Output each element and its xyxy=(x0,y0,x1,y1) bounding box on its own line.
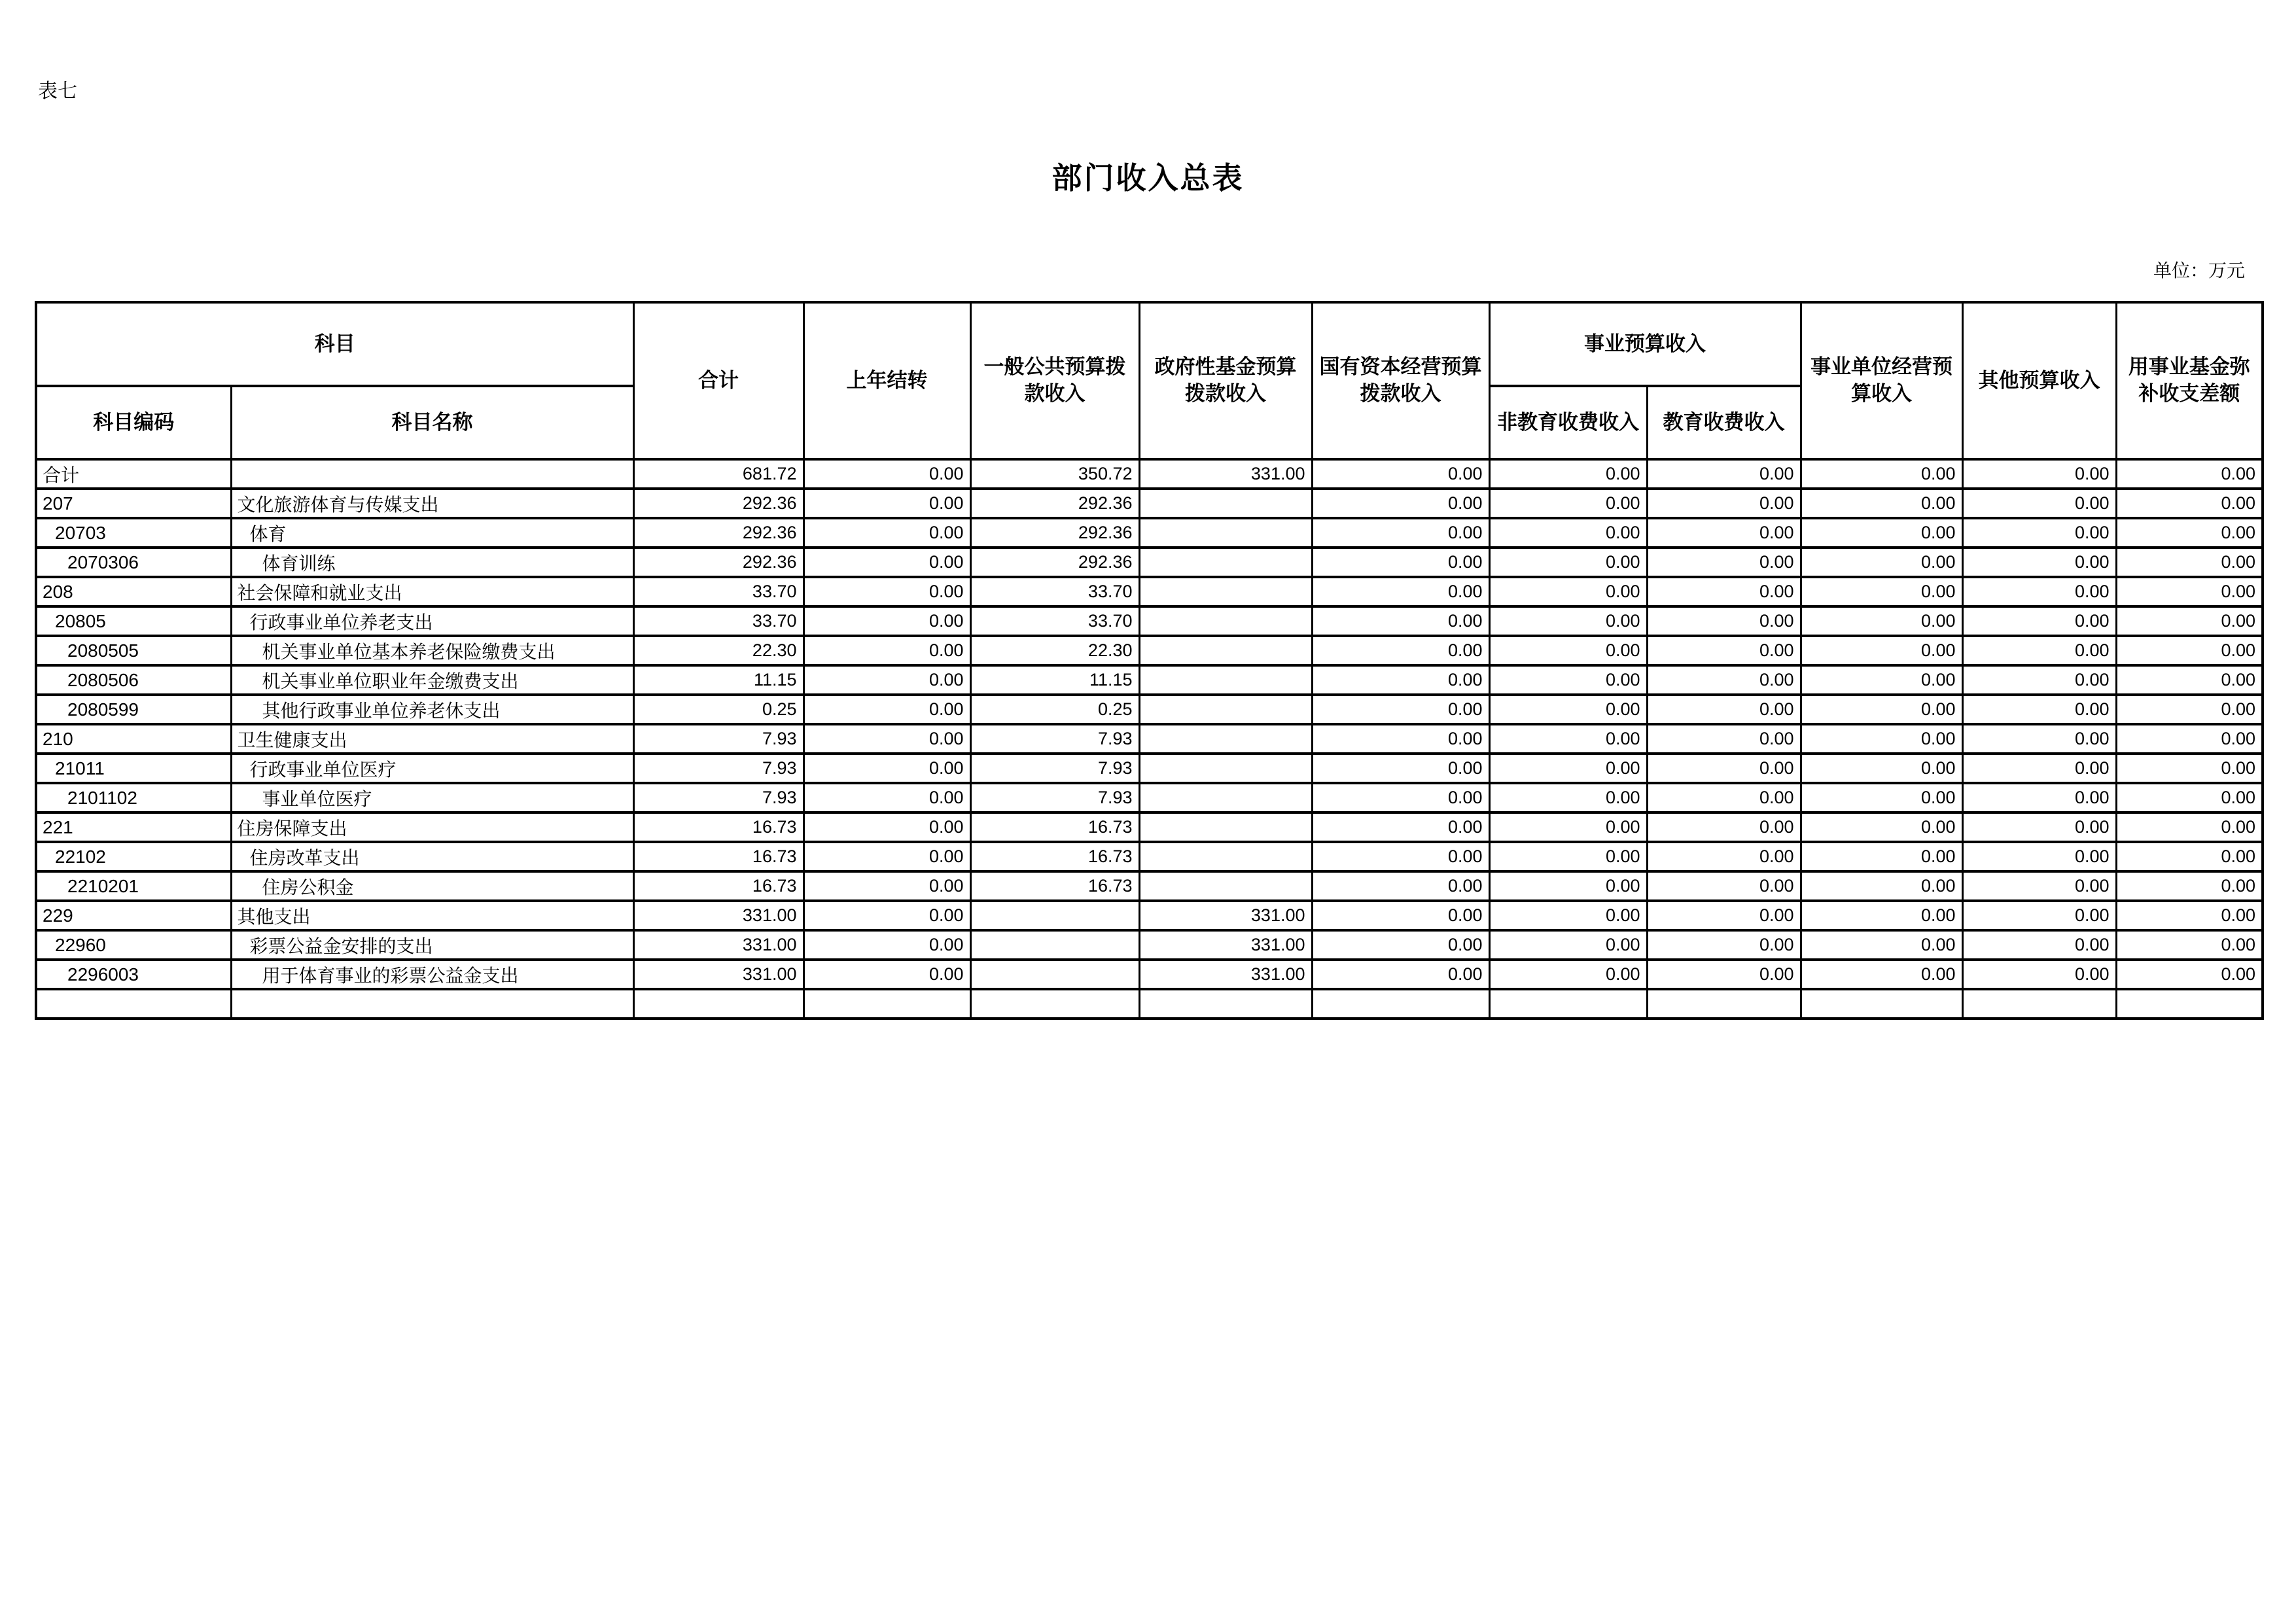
table-row xyxy=(36,665,2263,695)
cell-value: 0.00 xyxy=(1962,812,2116,842)
cell-value: 0.00 xyxy=(1489,871,1647,901)
cell-value: 0.00 xyxy=(804,489,970,518)
table-row xyxy=(36,901,2263,930)
cell-subject-code: 229 xyxy=(36,901,231,930)
col-header-fund-subsidy-balance: 用事业基金弥补收支差额 xyxy=(2116,302,2263,459)
cell-value: 0.00 xyxy=(2116,665,2263,695)
cell-value: 0.00 xyxy=(1647,901,1801,930)
cell-value xyxy=(1139,989,1312,1019)
cell-value: 0.00 xyxy=(1962,783,2116,812)
cell-value: 0.00 xyxy=(1647,518,1801,548)
cell-value: 0.00 xyxy=(1647,960,1801,989)
cell-value: 681.72 xyxy=(633,459,804,489)
cell-value xyxy=(1139,695,1312,724)
cell-subject-name: 体育训练 xyxy=(231,548,633,577)
table-row xyxy=(36,871,2263,901)
cell-value: 0.00 xyxy=(804,577,970,606)
cell-value: 0.00 xyxy=(2116,548,2263,577)
cell-value xyxy=(1312,989,1489,1019)
cell-value: 0.00 xyxy=(804,871,970,901)
cell-value: 0.00 xyxy=(2116,812,2263,842)
cell-value xyxy=(1139,606,1312,636)
cell-value: 0.00 xyxy=(1312,871,1489,901)
cell-value: 0.00 xyxy=(1312,812,1489,842)
cell-value: 0.00 xyxy=(2116,783,2263,812)
col-header-general-public-budget: 一般公共预算拨款收入 xyxy=(970,302,1139,459)
table-row xyxy=(36,842,2263,871)
cell-value: 0.00 xyxy=(1647,754,1801,783)
cell-value: 16.73 xyxy=(633,812,804,842)
cell-value: 0.00 xyxy=(1801,518,1962,548)
cell-value: 33.70 xyxy=(633,577,804,606)
table-row xyxy=(36,930,2263,960)
cell-value: 0.00 xyxy=(1647,930,1801,960)
cell-value: 0.00 xyxy=(1312,665,1489,695)
col-header-subject-code: 科目编码 xyxy=(36,386,231,459)
table-row xyxy=(36,989,2263,1019)
cell-subject-name: 其他行政事业单位养老休支出 xyxy=(231,695,633,724)
col-header-state-capital-budget: 国有资本经营预算拨款收入 xyxy=(1312,302,1489,459)
cell-value: 0.00 xyxy=(1801,606,1962,636)
cell-value: 0.00 xyxy=(1962,930,2116,960)
cell-value: 0.00 xyxy=(1489,842,1647,871)
cell-value: 0.00 xyxy=(804,842,970,871)
cell-subject-name: 其他支出 xyxy=(231,901,633,930)
cell-value xyxy=(804,989,970,1019)
cell-value: 0.00 xyxy=(2116,489,2263,518)
cell-value: 0.00 xyxy=(2116,960,2263,989)
cell-value: 0.00 xyxy=(2116,577,2263,606)
cell-value: 11.15 xyxy=(970,665,1139,695)
cell-value: 0.00 xyxy=(1312,901,1489,930)
cell-value xyxy=(1647,989,1801,1019)
cell-value: 16.73 xyxy=(633,871,804,901)
cell-subject-name: 体育 xyxy=(231,518,633,548)
col-header-business-unit-operation: 事业单位经营预算收入 xyxy=(1801,302,1962,459)
table-row xyxy=(36,518,2263,548)
cell-subject-name: 行政事业单位养老支出 xyxy=(231,606,633,636)
cell-subject-code: 合计 xyxy=(36,459,231,489)
cell-value: 0.00 xyxy=(1489,518,1647,548)
cell-value: 0.00 xyxy=(1801,960,1962,989)
table-row xyxy=(36,459,2263,489)
cell-value: 0.00 xyxy=(1312,842,1489,871)
cell-value: 0.00 xyxy=(1312,754,1489,783)
cell-value: 0.00 xyxy=(1312,636,1489,665)
cell-value: 0.00 xyxy=(804,724,970,754)
cell-subject-code: 2080599 xyxy=(36,695,231,724)
cell-subject-name: 行政事业单位医疗 xyxy=(231,754,633,783)
cell-value: 0.00 xyxy=(1647,577,1801,606)
cell-value xyxy=(1139,518,1312,548)
cell-value: 0.00 xyxy=(2116,724,2263,754)
cell-value: 0.00 xyxy=(1312,606,1489,636)
cell-value: 0.00 xyxy=(1962,754,2116,783)
col-header-business-budget-income: 事业预算收入 xyxy=(1489,302,1801,386)
cell-value: 0.00 xyxy=(1801,695,1962,724)
cell-value: 33.70 xyxy=(970,577,1139,606)
table-row xyxy=(36,783,2263,812)
cell-value: 0.00 xyxy=(1801,489,1962,518)
cell-value: 0.00 xyxy=(1489,548,1647,577)
cell-value: 0.00 xyxy=(804,548,970,577)
header-row-1 xyxy=(36,302,2263,386)
col-header-total: 合计 xyxy=(633,302,804,459)
cell-value xyxy=(2116,989,2263,1019)
table-row xyxy=(36,960,2263,989)
cell-value: 331.00 xyxy=(1139,930,1312,960)
table-header xyxy=(36,302,2263,459)
cell-value: 0.00 xyxy=(1647,871,1801,901)
cell-value: 0.00 xyxy=(1647,695,1801,724)
cell-value: 0.00 xyxy=(1489,901,1647,930)
cell-value: 0.00 xyxy=(1489,636,1647,665)
cell-value: 0.00 xyxy=(804,459,970,489)
cell-subject-name: 机关事业单位基本养老保险缴费支出 xyxy=(231,636,633,665)
cell-value: 0.00 xyxy=(804,901,970,930)
cell-value: 0.00 xyxy=(1962,459,2116,489)
cell-value: 0.00 xyxy=(1489,960,1647,989)
col-header-govt-fund-budget: 政府性基金预算拨款收入 xyxy=(1139,302,1312,459)
cell-value: 331.00 xyxy=(633,960,804,989)
col-header-non-education-fee: 非教育收费收入 xyxy=(1489,386,1647,459)
cell-value: 292.36 xyxy=(970,548,1139,577)
cell-subject-name: 住房公积金 xyxy=(231,871,633,901)
cell-value xyxy=(633,989,804,1019)
table-row xyxy=(36,606,2263,636)
cell-value: 0.00 xyxy=(1962,518,2116,548)
cell-value: 0.00 xyxy=(1312,518,1489,548)
table-row xyxy=(36,754,2263,783)
cell-value: 7.93 xyxy=(970,754,1139,783)
cell-subject-code: 2080505 xyxy=(36,636,231,665)
cell-value: 292.36 xyxy=(633,548,804,577)
cell-value: 0.25 xyxy=(970,695,1139,724)
cell-value: 7.93 xyxy=(970,783,1139,812)
cell-value xyxy=(1139,842,1312,871)
cell-subject-name: 文化旅游体育与传媒支出 xyxy=(231,489,633,518)
cell-value: 0.00 xyxy=(1489,489,1647,518)
cell-subject-code: 221 xyxy=(36,812,231,842)
cell-subject-name: 社会保障和就业支出 xyxy=(231,577,633,606)
cell-value xyxy=(1962,989,2116,1019)
table-body xyxy=(36,459,2263,1019)
page-title: 部门收入总表 xyxy=(1051,162,1245,195)
cell-value: 0.00 xyxy=(1962,577,2116,606)
col-header-subject-name: 科目名称 xyxy=(231,386,633,459)
cell-value: 0.00 xyxy=(1962,842,2116,871)
cell-value: 0.00 xyxy=(1312,695,1489,724)
cell-value: 0.00 xyxy=(1312,724,1489,754)
cell-value: 0.00 xyxy=(804,960,970,989)
cell-value: 16.73 xyxy=(970,812,1139,842)
cell-value: 0.00 xyxy=(804,783,970,812)
cell-value: 7.93 xyxy=(633,724,804,754)
cell-subject-name: 住房保障支出 xyxy=(231,812,633,842)
cell-value: 0.00 xyxy=(1647,548,1801,577)
cell-value: 0.00 xyxy=(1647,665,1801,695)
cell-subject-code: 21011 xyxy=(36,754,231,783)
cell-value: 0.00 xyxy=(804,812,970,842)
cell-value: 0.00 xyxy=(1312,783,1489,812)
cell-subject-name: 机关事业单位职业年金缴费支出 xyxy=(231,665,633,695)
cell-value: 0.00 xyxy=(1312,930,1489,960)
cell-value: 0.00 xyxy=(1489,606,1647,636)
cell-value xyxy=(1801,989,1962,1019)
cell-value xyxy=(1139,871,1312,901)
cell-value xyxy=(1139,724,1312,754)
cell-value: 0.00 xyxy=(1962,695,2116,724)
cell-value: 0.00 xyxy=(804,518,970,548)
cell-value: 0.00 xyxy=(1647,636,1801,665)
cell-value: 0.00 xyxy=(1489,930,1647,960)
cell-value xyxy=(1139,577,1312,606)
cell-value: 0.00 xyxy=(1489,783,1647,812)
cell-value xyxy=(1139,665,1312,695)
table-number-label: 表七 xyxy=(38,80,77,102)
cell-value: 0.00 xyxy=(1647,842,1801,871)
cell-subject-code: 22102 xyxy=(36,842,231,871)
cell-subject-code: 22960 xyxy=(36,930,231,960)
cell-value xyxy=(970,901,1139,930)
cell-value: 0.00 xyxy=(1801,812,1962,842)
col-header-prev-year-carryover: 上年结转 xyxy=(804,302,970,459)
cell-value xyxy=(970,960,1139,989)
cell-subject-code: 210 xyxy=(36,724,231,754)
cell-value: 33.70 xyxy=(633,606,804,636)
cell-value: 0.00 xyxy=(804,754,970,783)
cell-subject-name xyxy=(231,989,633,1019)
cell-value: 11.15 xyxy=(633,665,804,695)
cell-subject-code: 208 xyxy=(36,577,231,606)
cell-value xyxy=(1139,548,1312,577)
cell-value: 0.00 xyxy=(1647,812,1801,842)
cell-value: 0.00 xyxy=(1489,695,1647,724)
cell-subject-name: 事业单位医疗 xyxy=(231,783,633,812)
cell-value: 0.00 xyxy=(804,606,970,636)
table-row xyxy=(36,489,2263,518)
cell-value: 0.00 xyxy=(2116,871,2263,901)
cell-value: 292.36 xyxy=(970,489,1139,518)
cell-value: 0.00 xyxy=(1962,724,2116,754)
table-row xyxy=(36,577,2263,606)
cell-value: 7.93 xyxy=(633,783,804,812)
table-row xyxy=(36,812,2263,842)
cell-value: 331.00 xyxy=(633,930,804,960)
cell-value: 0.00 xyxy=(1801,665,1962,695)
cell-value: 0.00 xyxy=(2116,695,2263,724)
cell-value: 331.00 xyxy=(1139,960,1312,989)
col-header-subject: 科目 xyxy=(36,302,633,386)
col-header-education-fee: 教育收费收入 xyxy=(1647,386,1801,459)
income-summary-table xyxy=(35,301,2264,1020)
cell-value: 0.00 xyxy=(1962,960,2116,989)
cell-value: 0.00 xyxy=(2116,901,2263,930)
cell-value: 0.00 xyxy=(1801,636,1962,665)
cell-value: 0.00 xyxy=(1801,842,1962,871)
cell-value xyxy=(970,989,1139,1019)
cell-value: 0.00 xyxy=(1489,577,1647,606)
cell-value: 0.00 xyxy=(1962,665,2116,695)
cell-value: 0.00 xyxy=(1647,459,1801,489)
table-row xyxy=(36,636,2263,665)
cell-value: 0.00 xyxy=(1647,783,1801,812)
cell-subject-code: 20805 xyxy=(36,606,231,636)
cell-value xyxy=(1139,812,1312,842)
cell-value: 0.00 xyxy=(1962,871,2116,901)
cell-value: 0.00 xyxy=(1801,724,1962,754)
cell-value: 0.00 xyxy=(2116,636,2263,665)
cell-value: 16.73 xyxy=(970,871,1139,901)
cell-value: 350.72 xyxy=(970,459,1139,489)
cell-subject-code: 2210201 xyxy=(36,871,231,901)
cell-subject-name: 彩票公益金安排的支出 xyxy=(231,930,633,960)
cell-value: 0.00 xyxy=(2116,842,2263,871)
cell-value: 22.30 xyxy=(633,636,804,665)
cell-value: 0.00 xyxy=(1312,489,1489,518)
cell-value: 0.00 xyxy=(1312,548,1489,577)
cell-value: 0.00 xyxy=(1801,871,1962,901)
cell-value xyxy=(1139,754,1312,783)
cell-value xyxy=(1139,636,1312,665)
cell-value: 331.00 xyxy=(1139,459,1312,489)
cell-value: 0.00 xyxy=(804,695,970,724)
cell-value: 7.93 xyxy=(633,754,804,783)
cell-value: 0.00 xyxy=(1801,783,1962,812)
cell-value xyxy=(1139,783,1312,812)
table-row xyxy=(36,724,2263,754)
cell-value: 292.36 xyxy=(633,518,804,548)
cell-subject-code: 207 xyxy=(36,489,231,518)
cell-value: 0.00 xyxy=(2116,606,2263,636)
cell-value xyxy=(1489,989,1647,1019)
cell-value: 331.00 xyxy=(633,901,804,930)
cell-subject-code: 2080506 xyxy=(36,665,231,695)
cell-value: 0.00 xyxy=(1312,960,1489,989)
cell-subject-code: 2070306 xyxy=(36,548,231,577)
cell-value: 33.70 xyxy=(970,606,1139,636)
cell-subject-code: 2101102 xyxy=(36,783,231,812)
cell-value: 0.00 xyxy=(2116,459,2263,489)
cell-value: 0.00 xyxy=(1801,754,1962,783)
cell-subject-code xyxy=(36,989,231,1019)
cell-value: 0.00 xyxy=(1647,724,1801,754)
cell-value: 0.00 xyxy=(804,636,970,665)
cell-value: 0.00 xyxy=(1962,548,2116,577)
cell-value: 0.00 xyxy=(1489,812,1647,842)
cell-subject-name xyxy=(231,459,633,489)
table-row xyxy=(36,695,2263,724)
cell-value xyxy=(1139,489,1312,518)
cell-subject-name: 住房改革支出 xyxy=(231,842,633,871)
cell-value: 0.00 xyxy=(1647,489,1801,518)
cell-value: 0.00 xyxy=(1801,548,1962,577)
cell-value: 16.73 xyxy=(970,842,1139,871)
cell-value: 0.00 xyxy=(1312,577,1489,606)
cell-subject-code: 20703 xyxy=(36,518,231,548)
cell-value: 0.00 xyxy=(1489,754,1647,783)
cell-value: 0.00 xyxy=(804,930,970,960)
cell-value: 0.00 xyxy=(804,665,970,695)
cell-value: 0.00 xyxy=(1801,577,1962,606)
cell-value: 0.00 xyxy=(1312,459,1489,489)
table-row xyxy=(36,548,2263,577)
cell-value: 16.73 xyxy=(633,842,804,871)
unit-note: 单位：万元 xyxy=(2153,261,2245,281)
cell-value: 331.00 xyxy=(1139,901,1312,930)
cell-value: 0.25 xyxy=(633,695,804,724)
cell-value: 0.00 xyxy=(1489,459,1647,489)
cell-value: 292.36 xyxy=(970,518,1139,548)
cell-subject-name: 用于体育事业的彩票公益金支出 xyxy=(231,960,633,989)
cell-value: 0.00 xyxy=(1489,724,1647,754)
cell-value: 0.00 xyxy=(1801,459,1962,489)
cell-value: 0.00 xyxy=(1962,489,2116,518)
cell-value: 22.30 xyxy=(970,636,1139,665)
cell-value: 0.00 xyxy=(1489,665,1647,695)
cell-value xyxy=(970,930,1139,960)
cell-value: 7.93 xyxy=(970,724,1139,754)
col-header-other-budget-income: 其他预算收入 xyxy=(1962,302,2116,459)
cell-value: 0.00 xyxy=(1801,901,1962,930)
cell-value: 0.00 xyxy=(1962,606,2116,636)
cell-value: 0.00 xyxy=(1647,606,1801,636)
cell-value: 0.00 xyxy=(1962,636,2116,665)
cell-subject-name: 卫生健康支出 xyxy=(231,724,633,754)
cell-value: 0.00 xyxy=(2116,518,2263,548)
cell-value: 0.00 xyxy=(2116,754,2263,783)
cell-value: 0.00 xyxy=(1962,901,2116,930)
cell-value: 292.36 xyxy=(633,489,804,518)
cell-subject-code: 2296003 xyxy=(36,960,231,989)
cell-value: 0.00 xyxy=(2116,930,2263,960)
cell-value: 0.00 xyxy=(1801,930,1962,960)
